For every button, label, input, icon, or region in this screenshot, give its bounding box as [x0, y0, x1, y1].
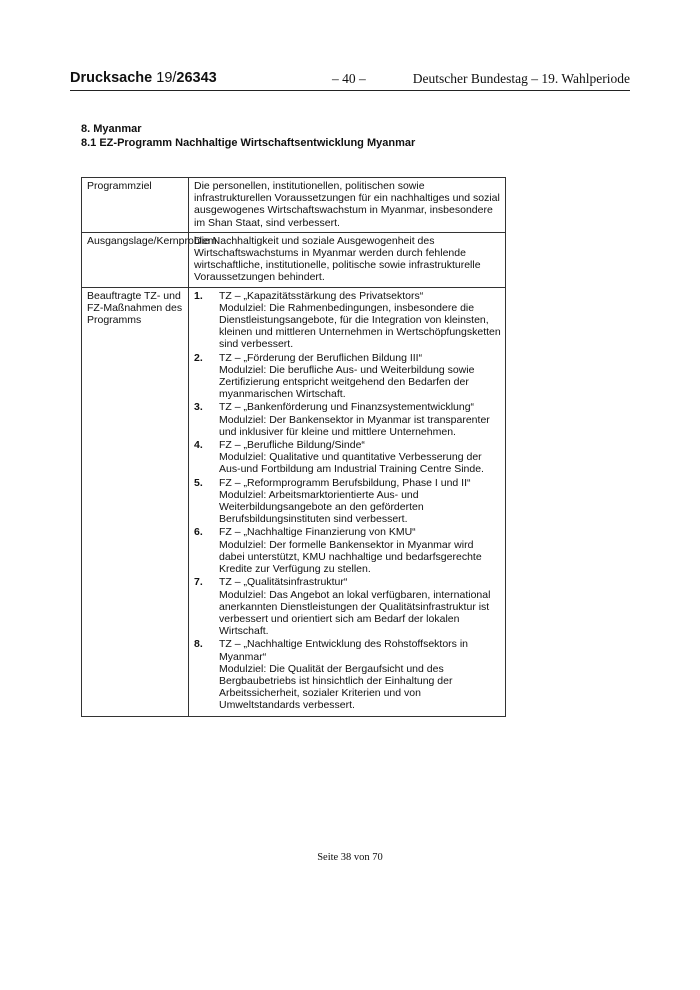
drucksache-number: Drucksache 19/26343: [70, 70, 217, 86]
measure-goal: Modulziel: Die berufliche Aus- und Weiterbildung sowie Zertifizierung entspricht weitgehend den Bedarfen der myanmarischen Wirtschaft.: [219, 363, 475, 401]
list-item: [194, 290, 501, 351]
measure-number: 1.: [194, 289, 203, 302]
page-number: – 40 –: [332, 71, 366, 86]
measure-goal: Modulziel: Das Angebot an lokal verfügbaren, international anerkannten Dienstleistungen der Qualitätsinfrastruktur ist verbessert und orientiert sich am Bedarf der lokalen Wirtschaft.: [219, 588, 491, 638]
list-item: [194, 477, 501, 526]
list-item: [194, 526, 501, 575]
section-subheading: 8.1 EZ-Programm Nachhaltige Wirtschaftsentwicklung Myanmar: [81, 137, 416, 149]
measure-title: TZ – „Qualitätsinfrastruktur“: [219, 576, 348, 589]
measure-number: 4.: [194, 439, 203, 452]
measure-number: 3.: [194, 401, 203, 414]
list-item: [194, 576, 501, 637]
measures-list: [194, 290, 501, 712]
program-table: [81, 177, 506, 717]
page-header: [70, 66, 630, 91]
table-row: [82, 287, 506, 716]
measure-goal: Modulziel: Arbeitsmarktorientierte Aus- und Weiterbildungsangebote an den geförderten Berufsbildungsinstituten sind verbessert.: [219, 488, 424, 526]
measure-number: 5.: [194, 476, 203, 489]
measure-title: FZ – „Nachhaltige Finanzierung von KMU“: [219, 526, 416, 539]
list-item: [194, 352, 501, 401]
measure-title: TZ – „Förderung der Beruflichen Bildung III“: [219, 351, 423, 364]
measure-goal: Modulziel: Der formelle Bankensektor in Myanmar wird dabei unterstützt, KMU nachhaltige und bedarfsgerechte Kredite zur Verfügung zu stellen.: [219, 538, 482, 576]
row-text: Die Nachhaltigkeit und soziale Ausgewogenheit des Wirtschaftswachstums in Myanmar werden durch fehlende wirtschaftliche, institutionelle, politische sowie infrastrukturelle Voraussetzungen behindert.: [189, 232, 506, 287]
measure-title: FZ – „Reformprogramm Berufsbildung, Phase I und II“: [219, 476, 471, 489]
measure-title: TZ – „Kapazitätsstärkung des Privatsektors“: [219, 289, 424, 302]
publisher-label: Deutscher Bundestag – 19. Wahlperiode: [412, 71, 630, 86]
row-label: Programmziel: [82, 178, 189, 233]
measure-goal: Modulziel: Qualitative und quantitative Verbesserung der Aus-und Fortbildung am Industrial Training Centre Sinde.: [219, 451, 484, 476]
measure-goal: Modulziel: Der Bankensektor in Myanmar ist transparenter und inklusiver für kleine und mittlere Unternehmen.: [219, 413, 490, 438]
list-item: [194, 439, 501, 476]
list-item: [194, 638, 501, 711]
table-row: [82, 232, 506, 287]
measure-number: 8.: [194, 638, 203, 651]
measure-number: 2.: [194, 351, 203, 364]
section-heading: 8. Myanmar: [81, 123, 142, 135]
row-label: Beauftragte TZ- und FZ-Maßnahmen des Programms: [82, 287, 189, 716]
table-row: [82, 178, 506, 233]
measure-number: 6.: [194, 526, 203, 539]
measures-cell: [189, 287, 506, 716]
measure-title: TZ – „Nachhaltige Entwicklung des Rohstoffsektors in Myanmar“: [219, 638, 469, 663]
measure-title: TZ – „Bankenförderung und Finanzsystementwicklung“: [219, 401, 475, 414]
measure-goal: Modulziel: Die Rahmenbedingungen, insbesondere die Dienstleistungsangebote, für die Integration von kleinsten, kleinen und mittleren Unternehmen in Wertschöpfungsketten sind verbessert.: [219, 301, 501, 351]
page-footer: Seite 38 von 70: [317, 852, 383, 863]
measure-title: FZ – „Berufliche Bildung/Sinde“: [219, 439, 365, 452]
measure-number: 7.: [194, 576, 203, 589]
row-text: Die personellen, institutionellen, politischen sowie infrastrukturellen Voraussetzungen für ein nachhaltiges und sozial ausgewogenes Wirtschaftswachstum in Myanmar, insbesondere im Shan Staat, sind verbessert.: [189, 178, 506, 233]
list-item: [194, 401, 501, 438]
measure-goal: Modulziel: Die Qualität der Bergaufsicht und des Bergbaubetriebs ist hinsichtlich der Einhaltung der Arbeitssicherheit, sozialer Kriterien und von Umweltstandards verbessert.: [219, 662, 453, 712]
row-label: Ausgangslage/Kernproblem: [82, 232, 189, 287]
